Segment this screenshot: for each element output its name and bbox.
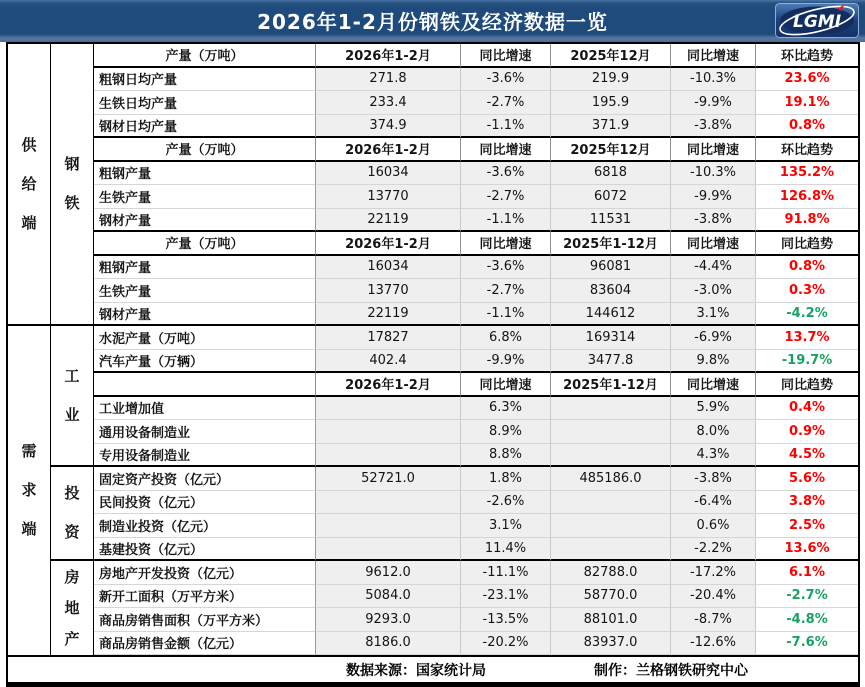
data-value: -3.8% [671, 467, 756, 491]
data-value: 402.4 [316, 350, 461, 374]
data-value: -3.6% [461, 68, 551, 92]
data-value: -10.3% [671, 68, 756, 92]
data-value: 8.9% [461, 420, 551, 444]
data-value: 6818 [551, 162, 671, 186]
data-value: -20.4% [671, 585, 756, 609]
data-value: -4.4% [671, 256, 756, 280]
row-label: 新开工面积（万平方米） [94, 585, 316, 609]
data-value: -1.1% [461, 303, 551, 327]
row-label: 房地产开发投资（亿元） [94, 561, 316, 585]
row-label: 基建投资（亿元） [94, 538, 316, 562]
data-value: 9.8% [671, 350, 756, 374]
data-value: 144612 [551, 303, 671, 327]
data-value: -2.7% [461, 185, 551, 209]
trend-value: 3.8% [756, 491, 858, 515]
column-header: 2026年1-2月 [316, 138, 461, 162]
data-value: -3.6% [461, 256, 551, 280]
column-header [94, 373, 316, 397]
column-header: 同比增速 [671, 44, 756, 68]
column-header: 环比趋势 [756, 138, 858, 162]
producer-label: 制作：兰格钢铁研究中心 [594, 662, 748, 679]
trend-value: 2.5% [756, 514, 858, 538]
data-value: -10.3% [671, 162, 756, 186]
trend-value: 6.1% [756, 561, 858, 585]
row-label: 生铁日均产量 [94, 91, 316, 115]
row-label: 工业增加值 [94, 397, 316, 421]
data-value [551, 420, 671, 444]
column-header: 2026年1-2月 [316, 373, 461, 397]
data-value [551, 397, 671, 421]
data-value: 3.1% [671, 303, 756, 327]
data-value: 13770 [316, 279, 461, 303]
data-value: 0.6% [671, 514, 756, 538]
data-value: 195.9 [551, 91, 671, 115]
data-value: -3.6% [461, 162, 551, 186]
trend-value: -19.7% [756, 350, 858, 374]
section-label-investment: 投 资 [51, 467, 94, 561]
data-value [551, 514, 671, 538]
column-header: 2025年1-12月 [551, 232, 671, 256]
data-value [316, 444, 461, 468]
data-value: -2.7% [461, 91, 551, 115]
trend-value: 13.6% [756, 538, 858, 562]
row-label: 钢材产量 [94, 209, 316, 233]
data-value: -3.8% [671, 209, 756, 233]
column-header: 2026年1-2月 [316, 232, 461, 256]
data-value: 3.1% [461, 514, 551, 538]
column-header: 同比增速 [671, 138, 756, 162]
column-header: 2025年12月 [551, 44, 671, 68]
data-value: -1.1% [461, 209, 551, 233]
trend-value: -7.6% [756, 632, 858, 656]
data-value: -2.7% [461, 279, 551, 303]
data-value: -3.0% [671, 279, 756, 303]
data-value: 3477.8 [551, 350, 671, 374]
data-value: 83937.0 [551, 632, 671, 656]
trend-value: 4.5% [756, 444, 858, 468]
page-title: 2026年1-2月份钢铁及经济数据一览 [257, 9, 608, 34]
row-label: 汽车产量（万辆） [94, 350, 316, 374]
data-value: 58770.0 [551, 585, 671, 609]
column-header: 同比增速 [461, 232, 551, 256]
data-value: -9.9% [671, 185, 756, 209]
banner [0, 0, 865, 42]
column-header: 同比趋势 [756, 373, 858, 397]
data-value: -3.8% [671, 115, 756, 139]
column-header: 环比趋势 [756, 44, 858, 68]
trend-value: 5.6% [756, 467, 858, 491]
trend-value: 135.2% [756, 162, 858, 186]
section-label-demand-side: 需 求 端 [8, 326, 51, 655]
data-value: 52721.0 [316, 467, 461, 491]
trend-value: 0.8% [756, 256, 858, 280]
trend-value: 0.4% [756, 397, 858, 421]
column-header: 同比增速 [671, 232, 756, 256]
data-value: 83604 [551, 279, 671, 303]
data-value: 8.0% [671, 420, 756, 444]
data-value [551, 538, 671, 562]
data-value: -9.9% [461, 350, 551, 374]
data-value [316, 420, 461, 444]
data-value: 96081 [551, 256, 671, 280]
row-label: 商品房销售面积（万平方米） [94, 608, 316, 632]
data-value: -6.9% [671, 326, 756, 350]
row-label: 粗钢产量 [94, 256, 316, 280]
column-header: 同比趋势 [756, 232, 858, 256]
row-label: 商品房销售金额（亿元） [94, 632, 316, 656]
data-value: 11.4% [461, 538, 551, 562]
data-value: 233.4 [316, 91, 461, 115]
data-value: 13770 [316, 185, 461, 209]
data-value [316, 514, 461, 538]
row-label: 通用设备制造业 [94, 420, 316, 444]
data-value [551, 491, 671, 515]
data-value: -2.2% [671, 538, 756, 562]
table-footer [8, 655, 858, 682]
data-value: 8.8% [461, 444, 551, 468]
data-value: 6.3% [461, 397, 551, 421]
data-value: 22119 [316, 303, 461, 327]
row-label: 民间投资（亿元） [94, 491, 316, 515]
data-value: 5.9% [671, 397, 756, 421]
data-value: -6.4% [671, 491, 756, 515]
trend-value: 126.8% [756, 185, 858, 209]
data-value [551, 444, 671, 468]
trend-value: -4.2% [756, 303, 858, 327]
data-value: -12.6% [671, 632, 756, 656]
data-value: -9.9% [671, 91, 756, 115]
column-header: 2025年1-12月 [551, 373, 671, 397]
data-value: 169314 [551, 326, 671, 350]
trend-value: 13.7% [756, 326, 858, 350]
data-value: 11531 [551, 209, 671, 233]
data-value [316, 538, 461, 562]
data-value: -8.7% [671, 608, 756, 632]
trend-value: 0.9% [756, 420, 858, 444]
column-header: 产量（万吨） [94, 232, 316, 256]
trend-value: 23.6% [756, 68, 858, 92]
data-value: -23.1% [461, 585, 551, 609]
logo-text: LGMI [792, 12, 842, 32]
row-label: 粗钢日均产量 [94, 68, 316, 92]
row-label: 生铁产量 [94, 279, 316, 303]
data-value: 374.9 [316, 115, 461, 139]
column-header: 产量（万吨） [94, 138, 316, 162]
data-source-label: 数据来源：国家统计局 [346, 662, 486, 679]
trend-value: -2.7% [756, 585, 858, 609]
row-label: 专用设备制造业 [94, 444, 316, 468]
data-value: 4.3% [671, 444, 756, 468]
data-value: 9293.0 [316, 608, 461, 632]
data-value: 6072 [551, 185, 671, 209]
row-label: 生铁产量 [94, 185, 316, 209]
trend-value: 0.3% [756, 279, 858, 303]
data-value: 16034 [316, 256, 461, 280]
data-value: -20.2% [461, 632, 551, 656]
trend-value: 91.8% [756, 209, 858, 233]
data-value: 371.9 [551, 115, 671, 139]
data-value: 485186.0 [551, 467, 671, 491]
section-label-real-estate: 房 地 产 [51, 561, 94, 655]
lgmi-logo [775, 3, 859, 38]
data-value: -11.1% [461, 561, 551, 585]
data-value: 8186.0 [316, 632, 461, 656]
data-value: 271.8 [316, 68, 461, 92]
trend-value: 19.1% [756, 91, 858, 115]
column-header: 2026年1-2月 [316, 44, 461, 68]
data-value: -1.1% [461, 115, 551, 139]
data-value: 17827 [316, 326, 461, 350]
data-value: 5084.0 [316, 585, 461, 609]
row-label: 钢材产量 [94, 303, 316, 327]
row-label: 制造业投资（亿元） [94, 514, 316, 538]
column-header: 同比增速 [461, 138, 551, 162]
row-label: 固定资产投资（亿元） [94, 467, 316, 491]
data-value: 6.8% [461, 326, 551, 350]
data-value [316, 491, 461, 515]
data-grid [8, 44, 858, 655]
data-value [316, 397, 461, 421]
section-label-industry: 工 业 [51, 326, 94, 467]
data-value: 9612.0 [316, 561, 461, 585]
row-label: 水泥产量（万吨） [94, 326, 316, 350]
section-label-supply-side: 供 给 端 [8, 44, 51, 326]
section-label-steel: 钢 铁 [51, 44, 94, 326]
data-value: 219.9 [551, 68, 671, 92]
data-value: 88101.0 [551, 608, 671, 632]
trend-value: -4.8% [756, 608, 858, 632]
data-value: -2.6% [461, 491, 551, 515]
column-header: 产量（万吨） [94, 44, 316, 68]
data-value: -17.2% [671, 561, 756, 585]
row-label: 粗钢产量 [94, 162, 316, 186]
data-value: 82788.0 [551, 561, 671, 585]
trend-value: 0.8% [756, 115, 858, 139]
data-value: 16034 [316, 162, 461, 186]
data-value: -13.5% [461, 608, 551, 632]
column-header: 2025年12月 [551, 138, 671, 162]
column-header: 同比增速 [671, 373, 756, 397]
row-label: 钢材日均产量 [94, 115, 316, 139]
column-header: 同比增速 [461, 373, 551, 397]
data-value: 1.8% [461, 467, 551, 491]
column-header: 同比增速 [461, 44, 551, 68]
data-table [6, 42, 860, 687]
data-value: 22119 [316, 209, 461, 233]
